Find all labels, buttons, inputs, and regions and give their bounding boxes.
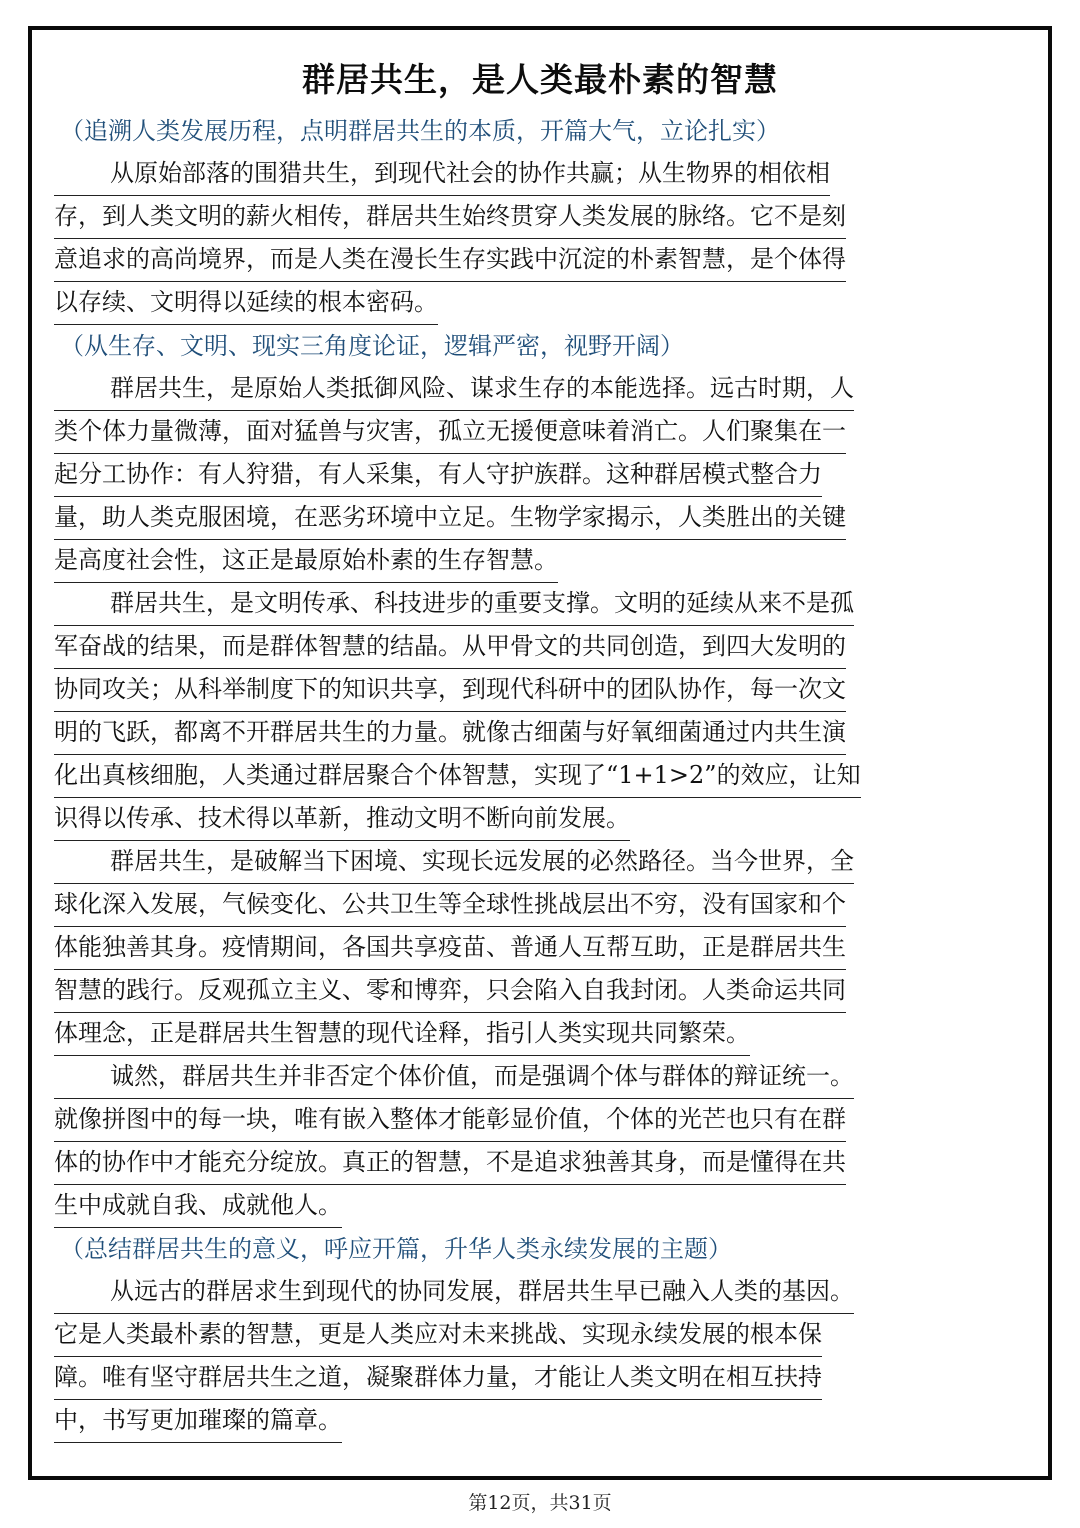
underlined-line: 从原始部落的围猎共生，到现代社会的协作共赢；从生物界的相依相: [54, 153, 830, 196]
underlined-line: 存，到人类文明的薪火相传，群居共生始终贯穿人类发展的脉络。它不是刻: [54, 196, 846, 239]
underlined-line: 体能独善其身。疫情期间，各国共享疫苗、普通人互帮互助，正是群居共生: [54, 927, 846, 970]
underlined-line: 诚然，群居共生并非否定个体价值，而是强调个体与群体的辩证统一。: [54, 1056, 854, 1099]
underlined-line: 群居共生，是破解当下困境、实现长远发展的必然路径。当今世界，全: [54, 841, 854, 884]
underlined-line: 体的协作中才能充分绽放。真正的智慧，不是追求独善其身，而是懂得在共: [54, 1142, 846, 1185]
underlined-line: 群居共生，是文明传承、科技进步的重要支撑。文明的延续从来不是孤: [54, 583, 854, 626]
underlined-line: 协同攻关；从科举制度下的知识共享，到现代科研中的团队协作，每一次文: [54, 669, 846, 712]
essay-paragraph: [54, 368, 1022, 583]
underlined-line: 化出真核细胞，人类通过群居聚合个体智慧，实现了“1+1>2”的效应，让知: [54, 755, 861, 798]
underlined-line: 障。唯有坚守群居共生之道，凝聚群体力量，才能让人类文明在相互扶持: [54, 1357, 822, 1400]
underlined-line: 从远古的群居求生到现代的协同发展，群居共生早已融入人类的基因。: [54, 1271, 854, 1314]
underlined-line: 体理念，正是群居共生智慧的现代诠释，指引人类实现共同繁荣。: [54, 1013, 750, 1056]
underlined-line: 量，助人类克服困境，在恶劣环境中立足。生物学家揭示，人类胜出的关键: [54, 497, 846, 540]
annotation-comment: （总结群居共生的意义，呼应开篇，升华人类永续发展的主题）: [60, 1235, 732, 1263]
underlined-line: 军奋战的结果，而是群体智慧的结晶。从甲骨文的共同创造，到四大发明的: [54, 626, 846, 669]
underlined-line: 群居共生，是原始人类抵御风险、谋求生存的本能选择。远古时期，人: [54, 368, 854, 411]
underlined-line: 生中成就自我、成就他人。: [54, 1185, 342, 1228]
page-number: 第12页，共31页: [468, 1492, 612, 1514]
essay-paragraph: [54, 1056, 1022, 1228]
underlined-line: 明的飞跃，都离不开群居共生的力量。就像古细菌与好氧细菌通过内共生演: [54, 712, 846, 755]
essay-paragraph: [54, 841, 1022, 1056]
underlined-line: 是高度社会性，这正是最原始朴素的生存智慧。: [54, 540, 558, 583]
essay-paragraph: [54, 1271, 1022, 1443]
essay-title: 群居共生，是人类最朴素的智慧: [302, 60, 778, 99]
underlined-line: 就像拼图中的每一块，唯有嵌入整体才能彰显价值，个体的光芒也只有在群: [54, 1099, 846, 1142]
underlined-line: 意追求的高尚境界，而是人类在漫长生存实践中沉淀的朴素智慧，是个体得: [54, 239, 846, 282]
annotation-comment: （追溯人类发展历程，点明群居共生的本质，开篇大气，立论扎实）: [60, 117, 780, 145]
essay-body: [54, 110, 1022, 1443]
underlined-line: 它是人类最朴素的智慧，更是人类应对未来挑战、实现永续发展的根本保: [54, 1314, 822, 1357]
underlined-line: 球化深入发展，气候变化、公共卫生等全球性挑战层出不穷，没有国家和个: [54, 884, 846, 927]
underlined-line: 起分工协作：有人狩猎，有人采集，有人守护族群。这种群居模式整合力: [54, 454, 822, 497]
essay-paragraph: [54, 583, 1022, 841]
underlined-line: 以存续、文明得以延续的根本密码。: [54, 282, 438, 325]
annotation-comment: （从生存、文明、现实三角度论证，逻辑严密，视野开阔）: [60, 332, 684, 360]
underlined-line: 类个体力量微薄，面对猛兽与灾害，孤立无援便意味着消亡。人们聚集在一: [54, 411, 846, 454]
underlined-line: 识得以传承、技术得以革新，推动文明不断向前发展。: [54, 798, 630, 841]
essay-paragraph: [54, 153, 1022, 325]
underlined-line: 中，书写更加璀璨的篇章。: [54, 1400, 342, 1443]
underlined-line: 智慧的践行。反观孤立主义、零和博弈，只会陷入自我封闭。人类命运共同: [54, 970, 846, 1013]
page-frame: [28, 26, 1052, 1480]
